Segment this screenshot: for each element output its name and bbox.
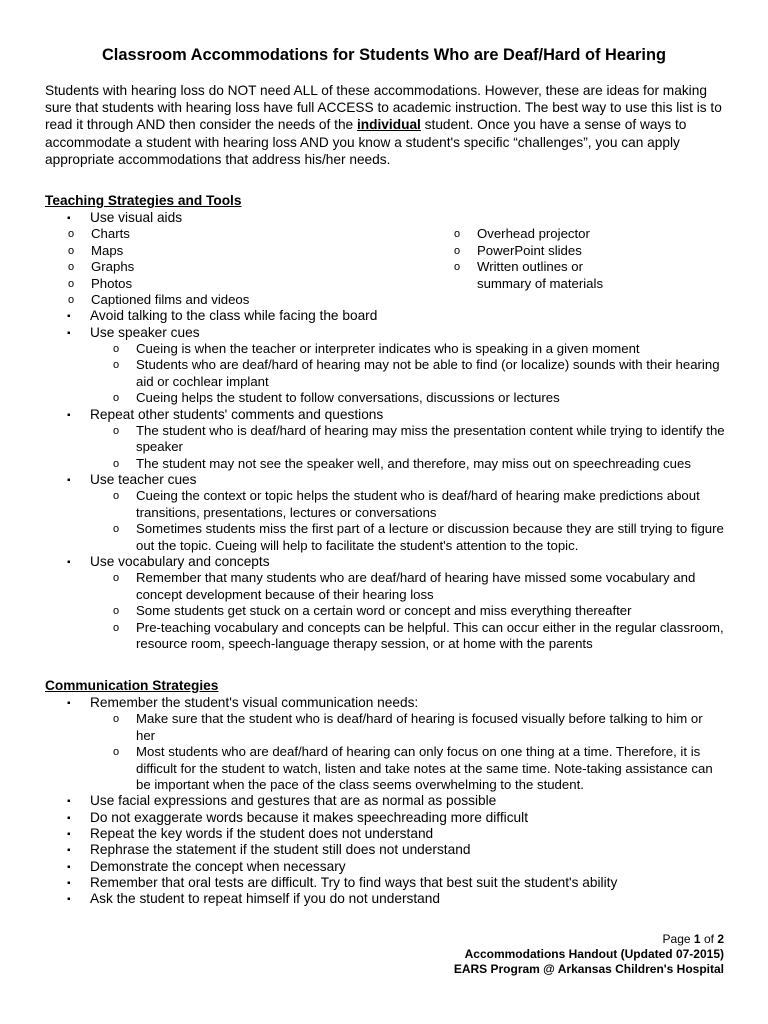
list-item [45, 842, 725, 858]
item-label: Rephrase the statement if the student still does not understand [90, 842, 471, 858]
square-bullet-icon [67, 407, 71, 424]
list-item [45, 891, 725, 907]
list-item: o Some students get stuck on a certain word or concept and miss everything thereafter [113, 603, 632, 619]
list-item [45, 472, 725, 554]
square-bullet-icon [67, 891, 71, 908]
item-label: Repeat other students' comments and questions [90, 406, 384, 422]
list-item [45, 325, 725, 407]
item-label: Do not exaggerate words because it makes speechreading more difficult [90, 809, 528, 825]
list-item [45, 210, 725, 308]
list-item: o Charts [68, 226, 130, 242]
communication-list [45, 695, 725, 907]
square-bullet-icon [67, 210, 71, 227]
list-item: o Written outlines or summary of materials [454, 259, 604, 291]
square-bullet-icon [67, 875, 71, 892]
list-item: o Photos [68, 275, 133, 291]
item-label: Use visual aids [90, 210, 183, 225]
list-item: o Pre-teaching vocabulary and concepts can be helpful. This can occur either in the regular classroom, resource room, speech-language therapy session, or at home with the parents [113, 619, 724, 651]
item-label: Use vocabulary and concepts [90, 553, 270, 569]
page-title: Classroom Accommodations for Students Who are Deaf/Hard of Hearing [101, 46, 667, 64]
list-item [45, 554, 725, 652]
list-item: o Sometimes students miss the first part of a lecture or discussion because they are still trying to figure out the topic. Cueing will help to facilitate the student's attention to the topic. [113, 521, 724, 553]
square-bullet-icon [67, 810, 71, 827]
intro-text-2: student. Once you have a sense of ways to accommodate a student with hearing loss AND you know a student's specific “challenges”, you can apply appropriate accommodations that address his/her needs. [45, 117, 687, 167]
footer-handout: Accommodations Handout (Updated 07-2015) [464, 947, 724, 961]
teaching-heading: Teaching Strategies and Tools [45, 193, 242, 208]
list-item: o Captioned films and videos [68, 291, 250, 307]
list-item: o Cueing the context or topic helps the student who is deaf/hard of hearing make predictions about transitions, presentations, lectures or conversations [113, 488, 700, 520]
list-item [45, 793, 725, 809]
visual-aids-col-b [407, 226, 637, 308]
list-item: o The student who is deaf/hard of hearing may miss the presentation content while trying to identify the speaker [113, 422, 725, 455]
square-bullet-icon [67, 554, 71, 571]
square-bullet-icon [67, 859, 71, 876]
list-item: o The student may not see the speaker well, and therefore, may miss out on speechreading cues [113, 455, 691, 471]
square-bullet-icon [67, 472, 71, 489]
teaching-list [45, 210, 725, 652]
list-item: o Maps [68, 242, 124, 258]
intro-emphasis: individual [356, 117, 421, 133]
item-label: Use facial expressions and gestures that are as normal as possible [90, 793, 497, 809]
visual-aids-columns [45, 226, 725, 308]
item-label: Avoid talking to the class while facing the board [90, 308, 378, 324]
item-label: Use speaker cues [90, 324, 200, 340]
item-label: Remember that oral tests are difficult. Try to find ways that best suit the student's ability [90, 874, 618, 890]
list-item: o Make sure that the student who is deaf/hard of hearing is focused visually before talking to him or her [113, 711, 703, 743]
square-bullet-icon [67, 826, 71, 843]
footer-program: EARS Program @ Arkansas Children's Hospital [453, 962, 724, 976]
intro-paragraph [45, 82, 725, 168]
list-item: o Overhead projector [454, 226, 590, 242]
list-item: o PowerPoint slides [454, 242, 582, 258]
list-item [45, 810, 725, 826]
item-label: Ask the student to repeat himself if you do not understand [90, 891, 441, 907]
list-item: o Graphs [68, 259, 135, 275]
list-item [45, 308, 725, 324]
list-item [45, 826, 725, 842]
list-item: o Cueing helps the student to follow conversations, discussions or lectures [113, 390, 560, 406]
page-footer [454, 932, 724, 977]
list-item [45, 875, 725, 891]
list-item [45, 695, 725, 793]
square-bullet-icon [67, 793, 71, 810]
intro-text-1: Students with hearing loss do NOT need ALL of these accommodations. However, these are ideas for making sure that students with hearing loss have full ACCESS to academic instruction. The best way to use this list is to read it through AND then consider the needs of the [45, 83, 722, 133]
list-item: o Cueing is when the teacher or interpreter indicates who is speaking in a given moment [113, 340, 640, 356]
item-label: Demonstrate the concept when necessary [90, 858, 346, 874]
item-label: Repeat the key words if the student does not understand [90, 825, 434, 841]
page-number: Page 1 of 2 [662, 932, 724, 946]
square-bullet-icon [67, 308, 71, 325]
communication-heading: Communication Strategies [45, 678, 219, 693]
list-item: o Remember that many students who are deaf/hard of hearing have missed some vocabulary and concept development because of their hearing loss [113, 570, 696, 602]
list-item: o Most students who are deaf/hard of hearing can only focus on one thing at a time. Therefore, it is difficult for the student to watch, listen and take notes at the same time. Note-taking assistance can be important when the pace of the class seems overwhelming to the student. [113, 744, 713, 792]
list-item: o Students who are deaf/hard of hearing may not be able to find (or localize) sounds with their hearing aid or cochlear implant [113, 357, 720, 389]
square-bullet-icon [67, 325, 71, 342]
list-item [45, 407, 725, 473]
item-label: Use teacher cues [90, 472, 197, 488]
square-bullet-icon [67, 842, 71, 859]
item-label: Remember the student's visual communication needs: [90, 695, 419, 710]
visual-aids-col-a [45, 226, 407, 308]
list-item [45, 859, 725, 875]
square-bullet-icon [67, 695, 71, 712]
